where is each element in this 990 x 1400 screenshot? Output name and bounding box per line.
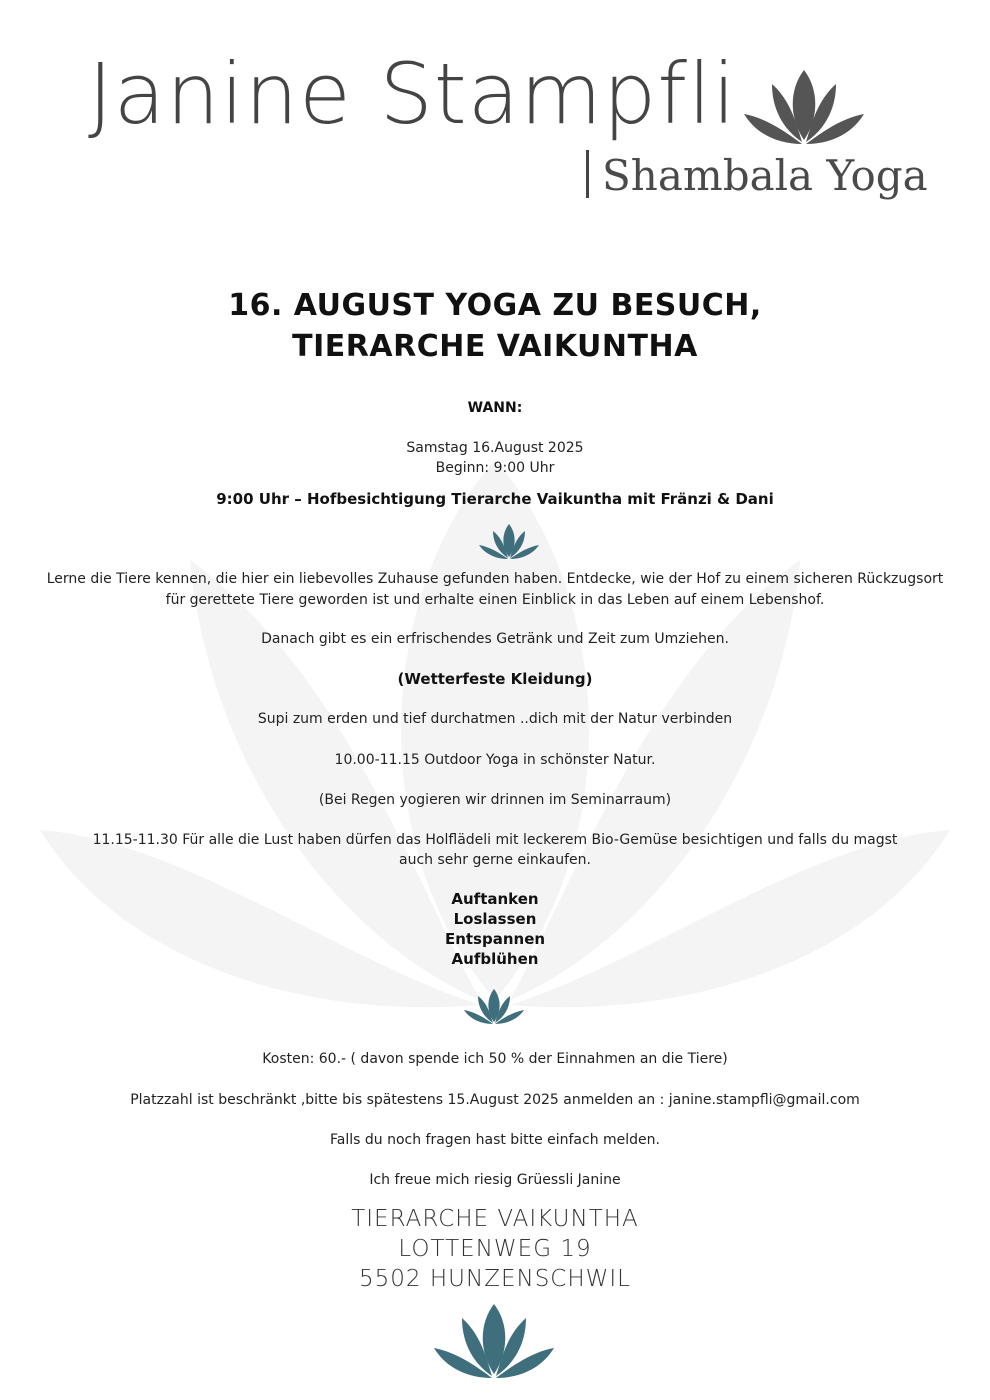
lotus-footer-icon bbox=[432, 1302, 556, 1380]
lotus-divider-icon bbox=[478, 522, 540, 560]
event-begin: Beginn: 9:00 Uhr bbox=[435, 460, 555, 476]
registration-line: Platzzahl ist beschränkt ,bitte bis spätestens 15.August 2025 anmelden an : janine.stampfli@gmail.com bbox=[130, 1092, 860, 1108]
event-title-line1: 16. AUGUST YOGA ZU BESUCH, bbox=[228, 288, 762, 323]
greeting-line: Ich freue mich riesig Grüessli Janine bbox=[369, 1172, 621, 1188]
drink-line: Danach gibt es ein erfrischendes Getränk und Zeit zum Umziehen. bbox=[261, 631, 729, 647]
shop-line2: auch sehr gerne einkaufen. bbox=[399, 852, 591, 868]
event-date: Samstag 16.August 2025 bbox=[406, 440, 584, 456]
rain-note: (Bei Regen yogieren wir drinnen im Seminarraum) bbox=[318, 792, 672, 808]
values-list bbox=[40, 889, 950, 969]
address-line3: 5502 HUNZENSCHWIL bbox=[359, 1266, 631, 1292]
value-item: Entspannen bbox=[444, 930, 546, 948]
header bbox=[0, 0, 990, 230]
address-line1: TIERARCHE VAIKUNTHA bbox=[351, 1206, 639, 1232]
brand-name: Janine Stampfli bbox=[88, 45, 737, 143]
intro-line2: für gerettete Tiere geworden ist und erhalte einen Einblick in das Leben auf einem Lebenshof. bbox=[165, 592, 825, 608]
cost-line: Kosten: 60.- ( davon spende ich 50 % der Einnahmen an die Tiere) bbox=[262, 1051, 728, 1067]
value-item: Loslassen bbox=[453, 910, 537, 928]
farm-tour-line: 9:00 Uhr – Hofbesichtigung Tierarche Vaikuntha mit Fränzi & Dani bbox=[216, 490, 774, 508]
wann-label: WANN: bbox=[467, 400, 523, 416]
lotus-logo-icon bbox=[742, 66, 866, 148]
brand-subtitle: Shambala Yoga bbox=[602, 151, 928, 200]
value-item: Auftanken bbox=[451, 890, 539, 908]
outdoor-yoga-line: 10.00-11.15 Outdoor Yoga in schönster Natur. bbox=[334, 752, 656, 768]
intro-line1: Lerne die Tiere kennen, die hier ein liebevolles Zuhause gefunden haben. Entdecke, wie der Hof zu einem sicheren Rückzugsort bbox=[46, 571, 944, 587]
event-title-line2: TIERARCHE VAIKUNTHA bbox=[292, 329, 698, 364]
brand-divider bbox=[586, 150, 589, 198]
value-item: Aufblühen bbox=[451, 950, 539, 968]
shop-line1: 11.15-11.30 Für alle die Lust haben dürfen das Holflädeli mit leckerem Bio-Gemüse besichtigen und falls du magst bbox=[92, 832, 898, 848]
lotus-divider-icon bbox=[463, 987, 525, 1025]
clothing-note: (Wetterfeste Kleidung) bbox=[397, 670, 593, 688]
questions-line: Falls du noch fragen hast bitte einfach melden. bbox=[330, 1132, 660, 1148]
address-line2: LOTTENWEG 19 bbox=[398, 1236, 592, 1262]
supi-line: Supi zum erden und tief durchatmen ..dich mit der Natur verbinden bbox=[257, 711, 733, 727]
